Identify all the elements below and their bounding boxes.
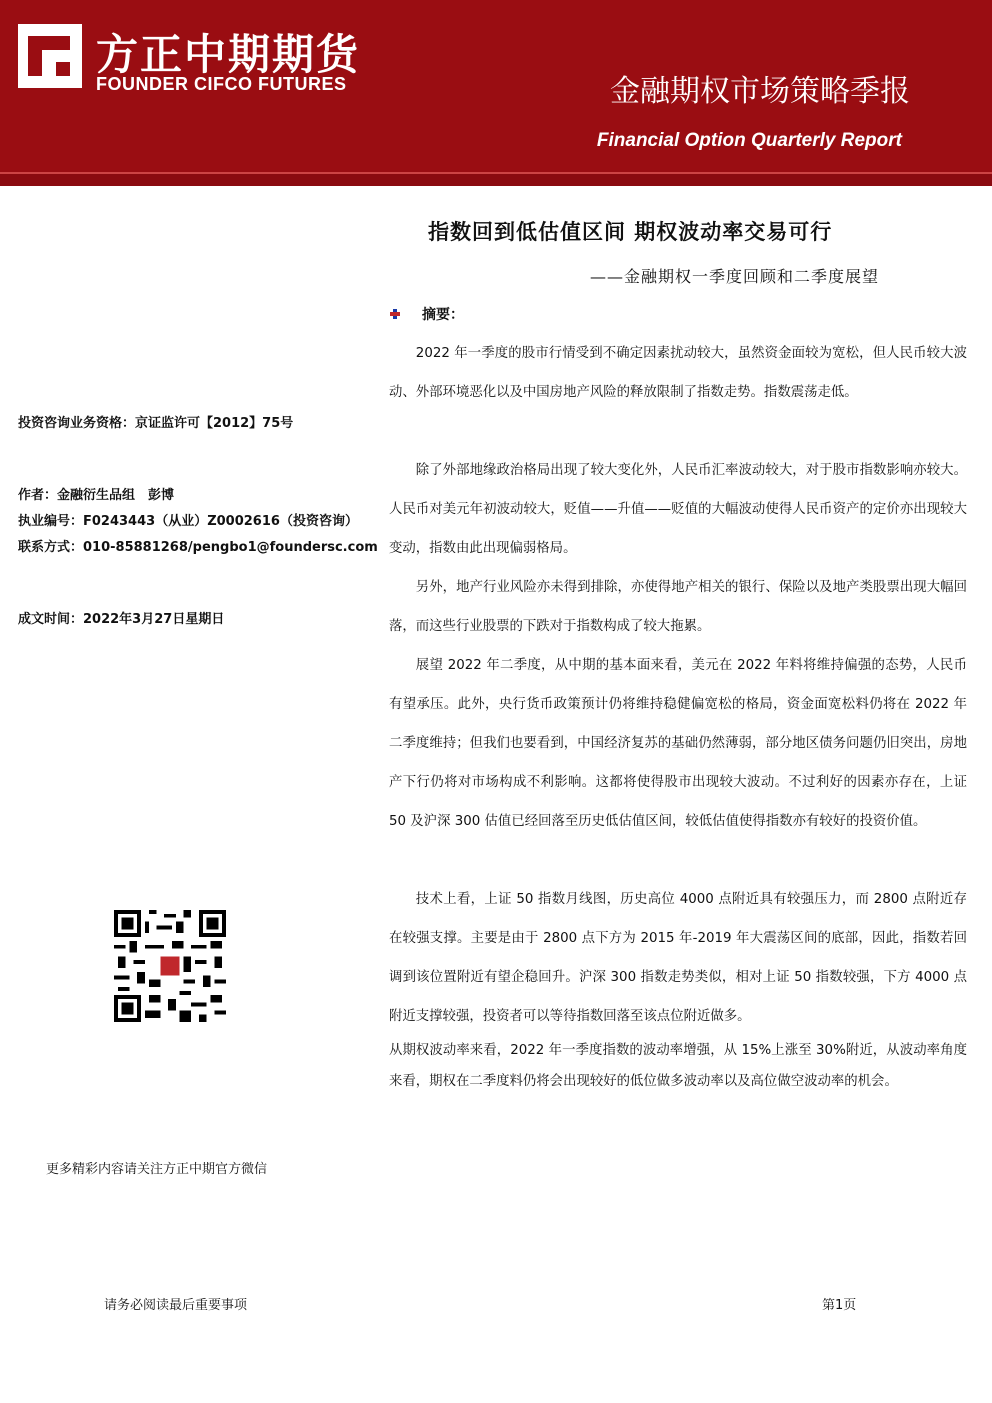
report-title: 指数回到低估值区间 期权波动率交易可行 xyxy=(428,219,833,244)
paragraph-2: 除了外部地缘政治格局出现了较大变化外，人民币汇率波动较大，对于股市指数影响亦较大。人民币对美元年初波动较大，贬值——升值——贬值的大幅波动使得人民币资产的定价亦出现较大变动，指数由此出现偏弱格局。 xyxy=(389,463,967,556)
page-number: 第1页 xyxy=(822,1298,857,1313)
paragraph-3: 另外，地产行业风险亦未得到排除，亦使得地产相关的银行、保险以及地产类股票出现大幅回落，而这些行业股票的下跌对于指数构成了较大拖累。 xyxy=(389,580,967,634)
abstract-heading xyxy=(388,304,464,324)
follow-wechat-text: 更多精彩内容请关注方正中期官方微信 xyxy=(46,1162,268,1177)
paragraph-1: 2022 年一季度的股市行情受到不确定因素扰动较大，虽然资金面较为宽松，但人民币较大波动、外部环境恶化以及中国房地产风险的释放限制了指数走势。指数震荡走低。 xyxy=(389,346,967,400)
brand-name-cn: 方正中期期货 xyxy=(96,30,361,79)
report-subtitle: ——金融期权一季度回顾和二季度展望 xyxy=(590,267,880,286)
footer-notice: 请务必阅读最后重要事项 xyxy=(104,1298,248,1313)
date-info: 成文时间：2022年3月27日星期日 xyxy=(18,612,225,627)
report-type-cn: 金融期权市场策略季报 xyxy=(610,74,910,109)
report-type-en: Financial Option Quarterly Report xyxy=(596,130,902,151)
header-banner xyxy=(0,0,992,172)
author-info: 作者：金融衍生品组 彭博 xyxy=(18,488,175,503)
paragraph-5: 技术上看，上证 50 指数月线图，历史高位 4000 点附近具有较强压力，而 2800 点附近存在较强支撑。主要是由于 2800 点下方为 2015 年-2019 年大震荡区间的底部，因此，指数若回调到该位置附近有望企稳回升。沪深 300 指数走势类似，相对上证 50 指数较强，下方 4000 点附近支撑较强，投资者可以等待指数回落至该点位附近做多。 xyxy=(389,892,967,1024)
contact-info[interactable]: 联系方式：010-85881268/pengbo1@foundersc.com xyxy=(18,540,378,555)
qualification-info: 投资咨询业务资格：京证监许可【2012】75号 xyxy=(18,416,294,431)
paragraph-4: 展望 2022 年二季度，从中期的基本面来看，美元在 2022 年料将维持偏强的态势，人民币有望承压。此外，央行货币政策预计仍将维持稳健偏宽松的格局，资金面宽松料仍将在 2022 年二季度维持；但我们也要看到，中国经济复苏的基础仍然薄弱，部分地区债务问题仍旧突出，房地产下行仍将对市场构成不利影响。这都将使得股市出现较大波动。不过利好的因素亦存在，上证 50 及沪深 300 估值已经回落至历史低估值区间，较低估值使得指数亦有较好的投资价值。 xyxy=(389,658,967,829)
header-divider xyxy=(0,172,992,186)
license-info: 执业编号：F0243443（从业）Z0002616（投资咨询） xyxy=(18,514,358,529)
bullet-icon xyxy=(388,307,402,321)
paragraph-6: 从期权波动率来看，2022 年一季度指数的波动率增强，从 15%上涨至 30%附近，从波动率角度来看，期权在二季度料仍将会出现较好的低位做多波动率以及高位做空波动率的机会。 xyxy=(389,1043,967,1089)
brand-name-en: FOUNDER CIFCO FUTURES xyxy=(96,74,347,94)
abstract-label: 摘要： xyxy=(422,307,464,323)
company-logo-icon xyxy=(18,24,82,88)
wechat-qr-code-icon xyxy=(114,910,226,1022)
